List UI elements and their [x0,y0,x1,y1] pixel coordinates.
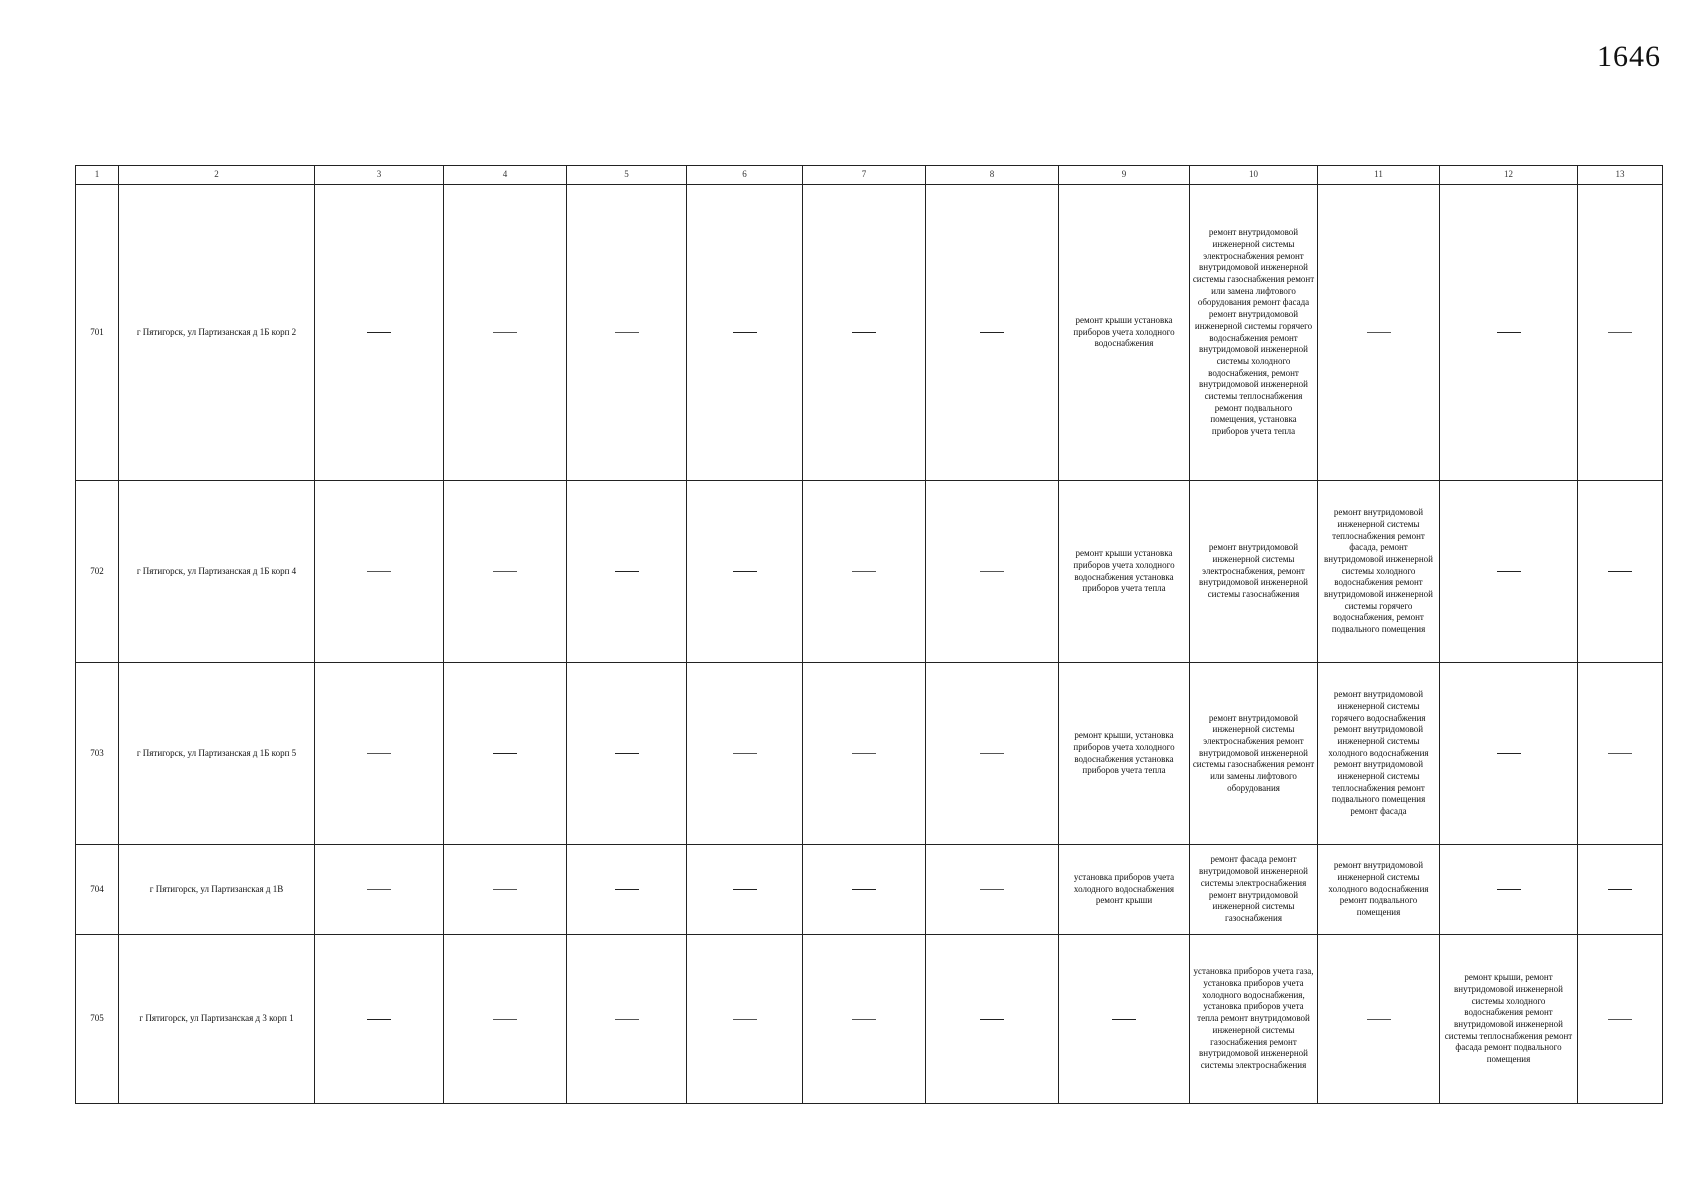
empty-cell-dash [315,185,444,481]
row-address: г Пятигорск, ул Партизанская д 3 корп 1 [119,935,315,1104]
empty-cell-dash [926,845,1059,935]
empty-cell-dash [567,185,687,481]
works-col10: ремонт внутридомовой инженерной системы электроснабжения, ремонт внутридомовой инженерной системы газоснабжения [1190,481,1318,663]
column-header: 5 [567,166,687,185]
row-number: 705 [76,935,119,1104]
capital-repair-table [75,165,1663,1104]
empty-cell-dash [444,663,567,845]
works-col10: ремонт внутридомовой инженерной системы электроснабжения ремонт внутридомовой инженерной системы газоснабжения ремонт или замены лифтового оборудования [1190,663,1318,845]
row-number: 704 [76,845,119,935]
empty-cell-dash [926,935,1059,1104]
table-row [76,663,1663,845]
row-address: г Пятигорск, ул Партизанская д 1Б корп 4 [119,481,315,663]
empty-cell-dash [1440,845,1578,935]
empty-cell-dash [687,845,803,935]
empty-cell-dash [926,185,1059,481]
works-col9: установка приборов учета холодного водоснабжения ремонт крыши [1059,845,1190,935]
table-row [76,481,1663,663]
empty-cell-dash [315,845,444,935]
column-header: 9 [1059,166,1190,185]
empty-cell-dash [1440,481,1578,663]
works-col12: ремонт крыши, ремонт внутридомовой инженерной системы холодного водоснабжения ремонт внутридомовой инженерной системы теплоснабжения ремонт фасада ремонт подвального помещения [1440,935,1578,1104]
row-address: г Пятигорск, ул Партизанская д 1В [119,845,315,935]
column-header: 10 [1190,166,1318,185]
row-number: 701 [76,185,119,481]
column-number-header-row [76,166,1663,185]
table-row [76,185,1663,481]
column-header: 7 [803,166,926,185]
works-col9: ремонт крыши установка приборов учета холодного водоснабжения [1059,185,1190,481]
empty-cell-dash [1059,935,1190,1104]
empty-cell-dash [444,935,567,1104]
works-col11: ремонт внутридомовой инженерной системы теплоснабжения ремонт фасада, ремонт внутридомовой инженерной системы холодного водоснабжения ремонт внутридомовой инженерной системы горячего водоснабжения, ремонт подвального помещения [1318,481,1440,663]
empty-cell-dash [1318,935,1440,1104]
empty-cell-dash [1578,935,1663,1104]
row-number: 703 [76,663,119,845]
empty-cell-dash [1578,481,1663,663]
empty-cell-dash [1440,663,1578,845]
page-number: 1646 [1597,40,1661,73]
empty-cell-dash [444,185,567,481]
empty-cell-dash [687,663,803,845]
column-header: 6 [687,166,803,185]
empty-cell-dash [803,481,926,663]
column-header: 3 [315,166,444,185]
row-number: 702 [76,481,119,663]
empty-cell-dash [1578,663,1663,845]
works-col9: ремонт крыши установка приборов учета холодного водоснабжения установка приборов учета тепла [1059,481,1190,663]
empty-cell-dash [687,185,803,481]
empty-cell-dash [444,845,567,935]
column-header: 1 [76,166,119,185]
empty-cell-dash [315,663,444,845]
column-header: 8 [926,166,1059,185]
works-col10: ремонт внутридомовой инженерной системы электроснабжения ремонт внутридомовой инженерной системы газоснабжения ремонт или замена лифтового оборудования ремонт фасада ремонт внутридомовой инженерной системы горячего водоснабжения ремонт внутридомовой инженерной системы холодного водоснабжения, ремонт внутридомовой инженерной системы теплоснабжения ремонт подвального помещения, установка приборов учета тепла [1190,185,1318,481]
empty-cell-dash [1440,185,1578,481]
table-row [76,935,1663,1104]
empty-cell-dash [803,845,926,935]
empty-cell-dash [567,845,687,935]
empty-cell-dash [1578,185,1663,481]
column-header: 13 [1578,166,1663,185]
empty-cell-dash [803,663,926,845]
empty-cell-dash [567,663,687,845]
empty-cell-dash [444,481,567,663]
column-header: 12 [1440,166,1578,185]
empty-cell-dash [315,935,444,1104]
row-address: г Пятигорск, ул Партизанская д 1Б корп 5 [119,663,315,845]
empty-cell-dash [567,481,687,663]
empty-cell-dash [926,663,1059,845]
table-row [76,845,1663,935]
column-header: 4 [444,166,567,185]
empty-cell-dash [687,935,803,1104]
empty-cell-dash [315,481,444,663]
works-col11: ремонт внутридомовой инженерной системы холодного водоснабжения ремонт подвального помещения [1318,845,1440,935]
column-header: 11 [1318,166,1440,185]
empty-cell-dash [1578,845,1663,935]
works-col9: ремонт крыши, установка приборов учета холодного водоснабжения установка приборов учета тепла [1059,663,1190,845]
empty-cell-dash [1318,185,1440,481]
works-col10: ремонт фасада ремонт внутридомовой инженерной системы электроснабжения ремонт внутридомовой инженерной системы газоснабжения [1190,845,1318,935]
empty-cell-dash [803,935,926,1104]
works-col11: ремонт внутридомовой инженерной системы горячего водоснабжения ремонт внутридомовой инженерной системы холодного водоснабжения ремонт внутридомовой инженерной системы теплоснабжения ремонт подвального помещения ремонт фасада [1318,663,1440,845]
column-header: 2 [119,166,315,185]
empty-cell-dash [687,481,803,663]
row-address: г Пятигорск, ул Партизанская д 1Б корп 2 [119,185,315,481]
works-col10: установка приборов учета газа, установка приборов учета холодного водоснабжения, установка приборов учета тепла ремонт внутридомовой инженерной системы газоснабжения ремонт внутридомовой инженерной системы электроснабжения [1190,935,1318,1104]
empty-cell-dash [567,935,687,1104]
empty-cell-dash [926,481,1059,663]
empty-cell-dash [803,185,926,481]
